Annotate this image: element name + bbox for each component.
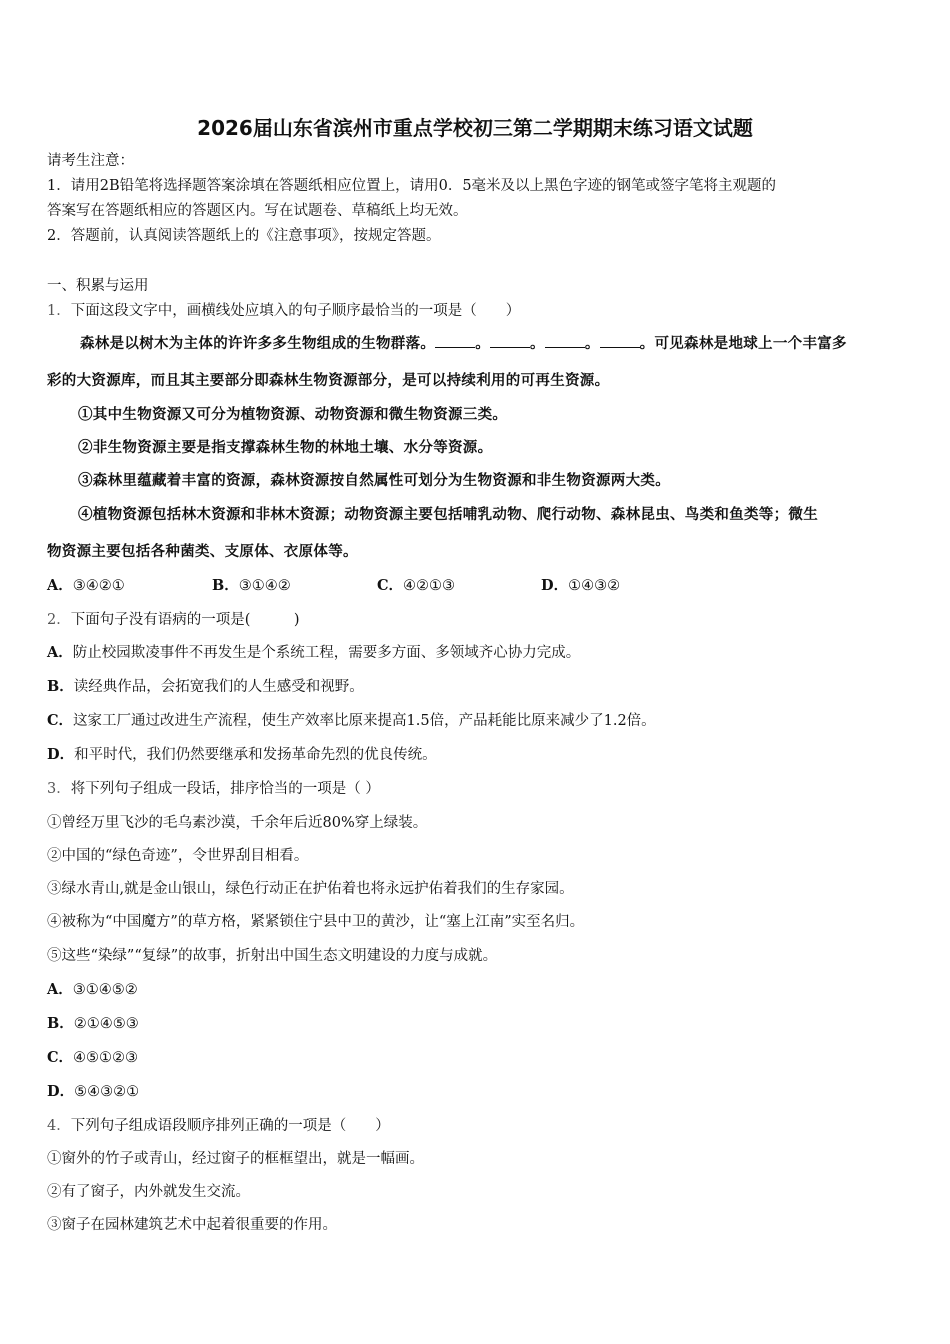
option-c[interactable]: C．④②①③ xyxy=(377,577,456,594)
q1-passage xyxy=(80,334,847,354)
question-stem: 下列句子组成语段顺序排列正确的一项是（ ） xyxy=(70,1118,390,1134)
question-number: 3． xyxy=(47,781,71,797)
q3-sentence-2: ②中国的“绿色奇迹”，令世界刮目相看。 xyxy=(47,848,309,864)
question-3 xyxy=(47,779,380,799)
q1-passage-cont: 彩的大资源库，而且其主要部分即森林生物资源部分，是可以持续利用的可再生资源。 xyxy=(47,372,610,389)
option-b[interactable]: B．③①④② xyxy=(212,577,291,594)
page-title: 2026届山东省滨州市重点学校初三第二学期期末练习语文试题 xyxy=(197,116,753,140)
question-1 xyxy=(47,301,520,321)
q1-sentence-3: ③森林里蕴藏着丰富的资源，森林资源按自然属性可划分为生物资源和非生物资源两大类。 xyxy=(78,472,670,489)
question-stem: 将下列句子组成一段话，排序恰当的一项是（ ） xyxy=(70,781,380,797)
answer-blank xyxy=(600,334,640,348)
q2-option-c[interactable]: C．这家工厂通过改进生产流程，使生产效率比原来提高1.5倍，产品耗能比原来减少了1.2倍。 xyxy=(47,712,656,729)
q3-sentence-3: ③绿水青山,就是金山银山，绿色行动正在护佑着也将永远护佑着我们的生存家园。 xyxy=(47,881,574,897)
notice-heading: 请考生注意： xyxy=(47,153,134,169)
blank-separator: 。 xyxy=(475,335,491,352)
question-4 xyxy=(47,1116,390,1136)
q3-option-b[interactable]: B．②①④⑤③ xyxy=(47,1015,139,1032)
q1-sentence-1: ①其中生物资源又可分为植物资源、动物资源和微生物资源三类。 xyxy=(78,406,508,423)
notice-line-1b: 答案写在答题纸相应的答题区内。写在试题卷、草稿纸上均无效。 xyxy=(47,203,468,219)
blank-separator: 。 xyxy=(530,335,545,352)
answer-blank xyxy=(545,334,585,348)
q2-option-b[interactable]: B．读经典作品，会拓宽我们的人生感受和视野。 xyxy=(47,678,364,695)
answer-blank xyxy=(435,334,475,348)
q3-sentence-1: ①曾经万里飞沙的毛乌素沙漠，千余年后近80%穿上绿装。 xyxy=(47,815,428,831)
q3-option-c[interactable]: C．④⑤①②③ xyxy=(47,1049,139,1066)
q4-sentence-1: ①窗外的竹子或青山，经过窗子的框框望出，就是一幅画。 xyxy=(47,1151,424,1167)
q1-sentence-4: ④植物资源包括林木资源和非林木资源；动物资源主要包括哺乳动物、爬行动物、森林昆虫、鸟类和鱼类等；微生 xyxy=(78,506,818,523)
q3-option-a[interactable]: A．③①④⑤② xyxy=(47,981,138,998)
q4-sentence-2: ②有了窗子，内外就发生交流。 xyxy=(47,1184,250,1200)
option-a[interactable]: A．③④②① xyxy=(47,577,125,594)
question-2 xyxy=(47,610,300,630)
q2-option-d[interactable]: D．和平时代，我们仍然要继承和发扬革命先烈的优良传统。 xyxy=(47,746,437,763)
q4-sentence-3: ③窗子在园林建筑艺术中起着很重要的作用。 xyxy=(47,1217,337,1233)
q1-sentence-4b: 物资源主要包括各种菌类、支原体、衣原体等。 xyxy=(47,543,358,560)
blank-separator: 。 xyxy=(584,335,600,352)
passage-text: 。可见森林是地球上一个丰富多 xyxy=(639,335,847,352)
q3-sentence-5: ⑤这些“染绿”“复绿”的故事，折射出中国生态文明建设的力度与成就。 xyxy=(47,948,498,964)
option-d[interactable]: D．①④③② xyxy=(541,577,621,594)
passage-text: 森林是以树木为主体的许许多多生物组成的生物群落。 xyxy=(80,335,436,352)
question-stem: 下面句子没有语病的一项是( ) xyxy=(70,612,300,628)
q1-sentence-2: ②非生物资源主要是指支撑森林生物的林地土壤、水分等资源。 xyxy=(78,439,493,456)
question-number: 1． xyxy=(47,303,71,319)
q3-option-d[interactable]: D．⑤④③②① xyxy=(47,1083,140,1100)
q2-option-a[interactable]: A．防止校园欺凌事件不再发生是个系统工程，需要多方面、多领域齐心协力完成。 xyxy=(47,644,581,661)
notice-line-1: 1．请用2B铅笔将选择题答案涂填在答题纸相应位置上，请用0．5毫米及以上黑色字迹的钢笔或签字笔将主观题的 xyxy=(47,178,777,194)
notice-line-2: 2．答题前，认真阅读答题纸上的《注意事项》，按规定答题。 xyxy=(47,228,441,244)
question-stem: 下面这段文字中，画横线处应填入的句子顺序最恰当的一项是（ ） xyxy=(70,303,521,319)
answer-blank xyxy=(490,334,530,348)
section-heading: 一、积累与运用 xyxy=(47,278,149,294)
q3-sentence-4: ④被称为“中国魔方”的草方格，紧紧锁住宁县中卫的黄沙，让“塞上江南”实至名归。 xyxy=(47,914,585,930)
question-number: 4． xyxy=(47,1118,71,1134)
question-number: 2． xyxy=(47,612,71,628)
